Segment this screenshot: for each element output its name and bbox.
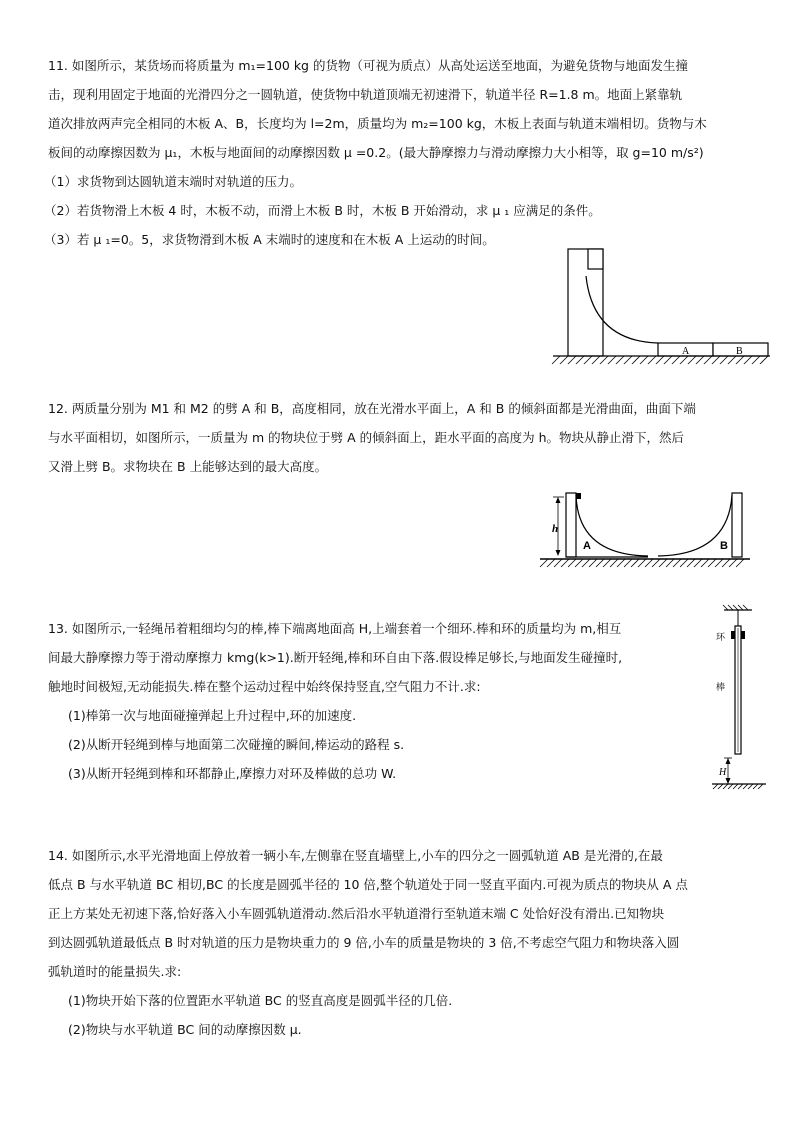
q14-part-2: (2)物块与水平轨道 BC 间的动摩擦因数 μ.: [68, 1022, 302, 1037]
q14-line: 14. 如图所示,水平光滑地面上停放着一辆小车,左侧靠在竖直墙壁上,小车的四分之一圆弧轨道 AB 是光滑的,在最: [48, 848, 663, 863]
q12-line: 12. 两质量分别为 M1 和 M2 的劈 A 和 B，高度相同，放在光滑水平面上，A 和 B 的倾斜面都是光滑曲面，曲面下端: [48, 401, 696, 416]
hatch-mark: [648, 356, 656, 364]
q13-line: 13. 如图所示,一轻绳吊着粗细均匀的棒,棒下端离地面高 H,上端套着一个细环.棒和环的质量均为 m,相互: [48, 621, 622, 636]
hatch-mark: [540, 559, 548, 567]
hatch-mark: [616, 356, 624, 364]
hatch-mark: [722, 559, 730, 567]
hatch-mark: [664, 356, 672, 364]
wedge-b-label: B: [720, 540, 728, 552]
q13-part-3: (3)从断开轻绳到棒和环都静止,摩擦力对环及棒做的总功 W.: [68, 766, 397, 781]
q12-figure: [538, 487, 753, 575]
plank-b-label: B: [736, 346, 743, 357]
hatch-mark: [748, 784, 753, 789]
hatch-mark: [624, 356, 632, 364]
hatch-mark: [603, 559, 611, 567]
q11-part-3: （3）若 μ ₁=0。5，求货物滑到木板 A 末端时的速度和在木板 A 上运动的时间。: [44, 232, 495, 247]
hatch-mark: [554, 559, 562, 567]
hatch-mark: [743, 605, 748, 610]
hatch-mark: [656, 356, 664, 364]
hatch-mark: [738, 784, 743, 789]
hatch-mark: [758, 784, 763, 789]
hatch-mark: [728, 784, 733, 789]
hatch-mark: [584, 356, 592, 364]
hatch-mark: [733, 605, 738, 610]
hatch-mark: [610, 559, 618, 567]
hatch-mark: [624, 559, 632, 567]
q13-line: 触地时间极短,无动能损失.棒在整个运动过程中始终保持竖直,空气阻力不计.求:: [48, 679, 481, 694]
hatch-mark: [736, 559, 744, 567]
q11-part-2: （2）若货物滑上木板 4 时，木板不动，而滑上木板 B 时，木板 B 开始滑动，求 μ ₁ 应满足的条件。: [44, 203, 601, 218]
q14-part-1: (1)物块开始下落的位置距水平轨道 BC 的竖直高度是圆弧半径的几倍.: [68, 993, 453, 1008]
hatch-mark: [576, 356, 584, 364]
hatch-mark: [729, 559, 737, 567]
hatch-mark: [704, 356, 712, 364]
rod-label: 棒: [716, 683, 726, 693]
height-label-h: h: [552, 523, 559, 535]
hatch-mark: [715, 559, 723, 567]
hatch-mark: [718, 784, 723, 789]
hatch-mark: [723, 784, 728, 789]
q13-part-2: (2)从断开轻绳到棒与地面第二次碰撞的瞬间,棒运动的路程 s.: [68, 737, 405, 752]
hatch-mark: [596, 559, 604, 567]
hatch-mark: [552, 356, 560, 364]
hatch-mark: [728, 605, 733, 610]
hatch-mark: [561, 559, 569, 567]
hatch-mark: [696, 356, 704, 364]
hatch-mark: [666, 559, 674, 567]
q14-line: 正上方某处无初速下落,恰好落入小车圆弧轨道滑动.然后沿水平轨道滑行至轨道末端 C 处恰好没有滑出.已知物块: [48, 906, 665, 921]
hatch-mark: [744, 356, 752, 364]
hatch-mark: [713, 784, 718, 789]
hatch-mark: [600, 356, 608, 364]
q13-part-1: (1)棒第一次与地面碰撞弹起上升过程中,环的加速度.: [68, 708, 357, 723]
hatch-mark: [617, 559, 625, 567]
q11-line: 板间的动摩擦因数为 μ₁，木板与地面间的动摩擦因数 μ =0.2。(最大静摩擦力与滑动摩擦力大小相等，取 g=10 m/s²): [48, 145, 704, 160]
hatch-mark: [708, 559, 716, 567]
hatch-mark: [575, 559, 583, 567]
hatch-mark: [560, 356, 568, 364]
hatch-mark: [547, 559, 555, 567]
hatch-mark: [728, 356, 736, 364]
hatch-mark: [640, 356, 648, 364]
q11-line: 11. 如图所示，某货场而将质量为 m₁=100 kg 的货物（可视为质点）从高处运送至地面，为避免货物与地面发生撞: [48, 58, 688, 73]
hatch-mark: [736, 356, 744, 364]
hatch-mark: [592, 356, 600, 364]
q13-line: 间最大静摩擦力等于滑动摩擦力 kmg(k>1).断开轻绳,棒和环自由下落.假设棒足够长,与地面发生碰撞时,: [48, 650, 623, 665]
hatch-mark: [589, 559, 597, 567]
q14-line: 弧轨道时的能量损失.求:: [48, 964, 182, 979]
q11-line: 道次排放两声完全相同的木板 A、B，长度均为 l=2m，质量均为 m₂=100 kg，木板上表面与轨道末端相切。货物与木: [48, 116, 707, 131]
q11-line: 击，现利用固定于地面的光滑四分之一圆轨道，使货物中轨道顶端无初速滑下，轨道半径 R=1.8 m。地面上紧靠轨: [48, 87, 683, 102]
q11-figure: [548, 246, 773, 374]
question-13: [48, 614, 748, 788]
q12-line: 与水平面相切，如图所示，一质量为 m 的物块位于劈 A 的倾斜面上，距水平面的高度为 h。物块从静止滑下，然后: [48, 430, 685, 445]
hatch-mark: [632, 356, 640, 364]
hatch-mark: [752, 356, 760, 364]
hatch-mark: [659, 559, 667, 567]
hatch-mark: [694, 559, 702, 567]
hatch-mark: [701, 559, 709, 567]
q14-line: 到达圆弧轨道最低点 B 时对轨道的压力是物块重力的 9 倍,小车的质量是物块的 3 倍,不考虑空气阻力和物块落入圆: [48, 935, 680, 950]
hatch-mark: [738, 605, 743, 610]
question-14: [48, 841, 748, 1044]
question-11: [44, 51, 748, 254]
q11-part-1: （1）求货物到达圆轨道末端时对轨道的压力。: [44, 174, 302, 189]
hatch-mark: [680, 356, 688, 364]
hatch-mark: [673, 559, 681, 567]
hatch-mark: [753, 784, 758, 789]
hatch-mark: [638, 559, 646, 567]
hatch-mark: [680, 559, 688, 567]
hatch-mark: [687, 559, 695, 567]
q13-figure: [708, 598, 768, 793]
hatch-mark: [733, 784, 738, 789]
hatch-mark: [631, 559, 639, 567]
hatch-mark: [743, 784, 748, 789]
hatch-mark: [645, 559, 653, 567]
hatch-mark: [712, 356, 720, 364]
hatch-mark: [688, 356, 696, 364]
q12-line: 又滑上劈 B。求物块在 B 上能够达到的最大高度。: [48, 459, 328, 474]
hatch-mark: [720, 356, 728, 364]
hatch-mark: [652, 559, 660, 567]
hatch-mark: [568, 356, 576, 364]
hatch-mark: [582, 559, 590, 567]
hatch-mark: [672, 356, 680, 364]
q14-line: 低点 B 与水平轨道 BC 相切,BC 的长度是圆弧半径的 10 倍,整个轨道处于同一竖直平面内.可视为质点的物块从 A 点: [48, 877, 688, 892]
plank-a-label: A: [682, 346, 690, 357]
hatch-mark: [568, 559, 576, 567]
hatch-mark: [608, 356, 616, 364]
height-label-H: H: [719, 767, 727, 778]
question-12: [48, 394, 748, 481]
ring-label: 环: [716, 633, 726, 643]
wedge-a-label: A: [583, 540, 591, 552]
hatch-mark: [760, 356, 768, 364]
hatch-mark: [723, 605, 728, 610]
